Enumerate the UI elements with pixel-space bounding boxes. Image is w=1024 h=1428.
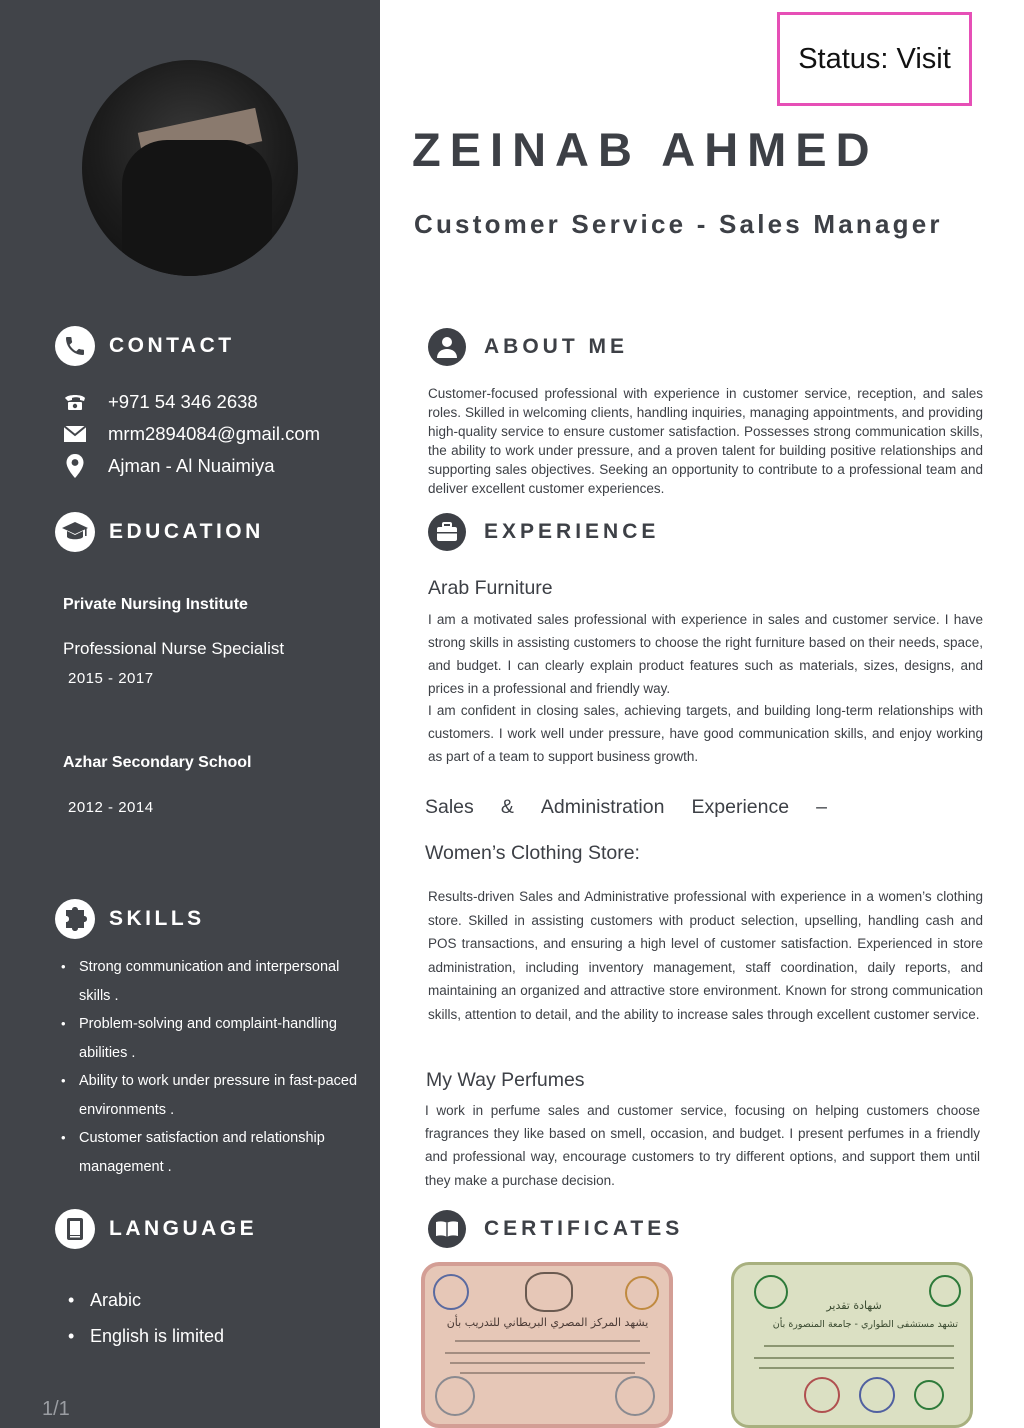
avatar [82,60,298,276]
list-item: • Ability to work under pressure in fast-paced environments . [61,1067,361,1124]
certificate-2-title: شهادة تقدير [826,1299,882,1312]
list-item: • Strong communication and interpersonal skills . [61,953,361,1010]
education-title: EDUCATION [109,520,264,543]
status-badge: Status: Visit [777,12,972,106]
sidebar [0,0,380,1428]
contact-location [62,454,275,478]
job-description-2: Results-driven Sales and Administrative professional with experience in a women’s clothing store. Skilled in assisting customers with product selection, upselling, handling cash and POS transactions, and ensuring a high level of customer satisfaction. Experienced in store administration, including inventory management, staff coordination, daily reports, and maintaining an organized and attractive store environment. Known for strong communication skills, attention to detail, and the ability to increase sales through excellent customer service. [428,889,983,1022]
certificate-2-text: تشهد مستشفى الطواري - جامعة المنصورة بأن [772,1319,958,1330]
job-title-2 [425,796,827,819]
about-heading [428,328,628,366]
job-description-1a: I am a motivated sales professional with experience in sales and customer service. I have strong skills in assisting customers to choose the right furniture based on their needs, space, and budget. I can clearly explain product features such as materials, sizes, designs, and prices in a professional and friendly way. [428,612,983,696]
certificates-title: CERTIFICATES [484,1217,684,1240]
job-title-2-word: Sales [425,796,474,818]
language-list [68,1282,224,1354]
job-title-2-word: Experience [691,796,790,818]
job-description-3: I work in perfume sales and customer service, focusing on helping customers choose fragrances they like based on smell, occasion, and budget. I present perfumes in a friendly and professional way, encourage customers to try different options, and support them until they make a purchase decision. [425,1103,980,1188]
list-item: • Customer satisfaction and relationship management . [61,1124,361,1181]
contact-heading [55,326,235,366]
book-icon [55,1209,95,1249]
language-heading [55,1209,257,1249]
education-school-1: Private Nursing Institute [63,596,248,613]
skills-heading [55,899,205,939]
about-title: ABOUT ME [484,335,628,358]
experience-heading [428,513,659,551]
skills-list [61,953,361,1181]
certificate-image-2[interactable] [731,1262,973,1428]
job-title-1: Arab Furniture [428,577,553,599]
open-book-icon [428,1210,466,1248]
puzzle-icon [55,899,95,939]
page-number: 1/1 [42,1398,70,1420]
telephone-icon [62,390,88,414]
list-item: • Arabic [68,1282,224,1318]
job-title: Customer Service - Sales Manager [414,209,943,239]
education-school-2: Azhar Secondary School [63,754,252,771]
job-title-2-word: & [500,796,514,818]
certificate-1-text: يشهد المركز المصري البريطاني للتدريب بأن [446,1316,649,1329]
job-title-2-word: Administration [540,796,665,818]
contact-phone [62,390,258,414]
phone-icon [55,326,95,366]
education-heading [55,512,264,552]
job-subtitle-2: Women’s Clothing Store: [425,842,640,864]
language-title: LANGUAGE [109,1217,258,1240]
education-years-2: 2012 - 2014 [68,799,154,816]
experience-title: EXPERIENCE [484,520,660,543]
education-degree-1: Professional Nurse Specialist [63,639,285,658]
about-text: Customer-focused professional with experience in customer service, reception, and sales roles. Skilled in welcoming clients, handling inquiries, managing appointments, and providing high-quality service to ensure customer satisfaction. Possesses strong communication skills, the ability to work under pressure, and a proven talent for building positive relationships and supporting sales objectives. Seeking an opportunity to contribute to a professional team and deliver excellent customer experiences. [428,386,983,496]
phone-number[interactable]: +971 54 346 2638 [108,391,258,412]
job-title-2-word: – [816,796,827,818]
location-pin-icon [62,454,88,478]
job-title-3: My Way Perfumes [426,1069,585,1091]
contact-title: CONTACT [109,334,235,357]
location-text: Ajman - Al Nuaimiya [108,455,275,476]
education-years-1: 2015 - 2017 [68,670,154,687]
email-address[interactable]: mrm2894084@gmail.com [108,423,321,444]
list-item: • Problem-solving and complaint-handling abilities . [61,1010,361,1067]
certificates-heading [428,1210,683,1248]
graduation-cap-icon [55,512,95,552]
list-item: • English is limited [68,1318,224,1354]
person-name: ZEINAB AHMED [412,123,879,176]
skills-title: SKILLS [109,907,205,930]
user-icon [428,328,466,366]
briefcase-icon [428,513,466,551]
certificate-image-1[interactable] [421,1262,673,1428]
contact-email [62,422,320,446]
email-icon [62,422,88,446]
job-description-1b: I am confident in closing sales, achieving targets, and building long-term relationships with customers. I work well under pressure, have good communication skills, and enjoy working as part of a team to support business growth. [428,703,983,764]
